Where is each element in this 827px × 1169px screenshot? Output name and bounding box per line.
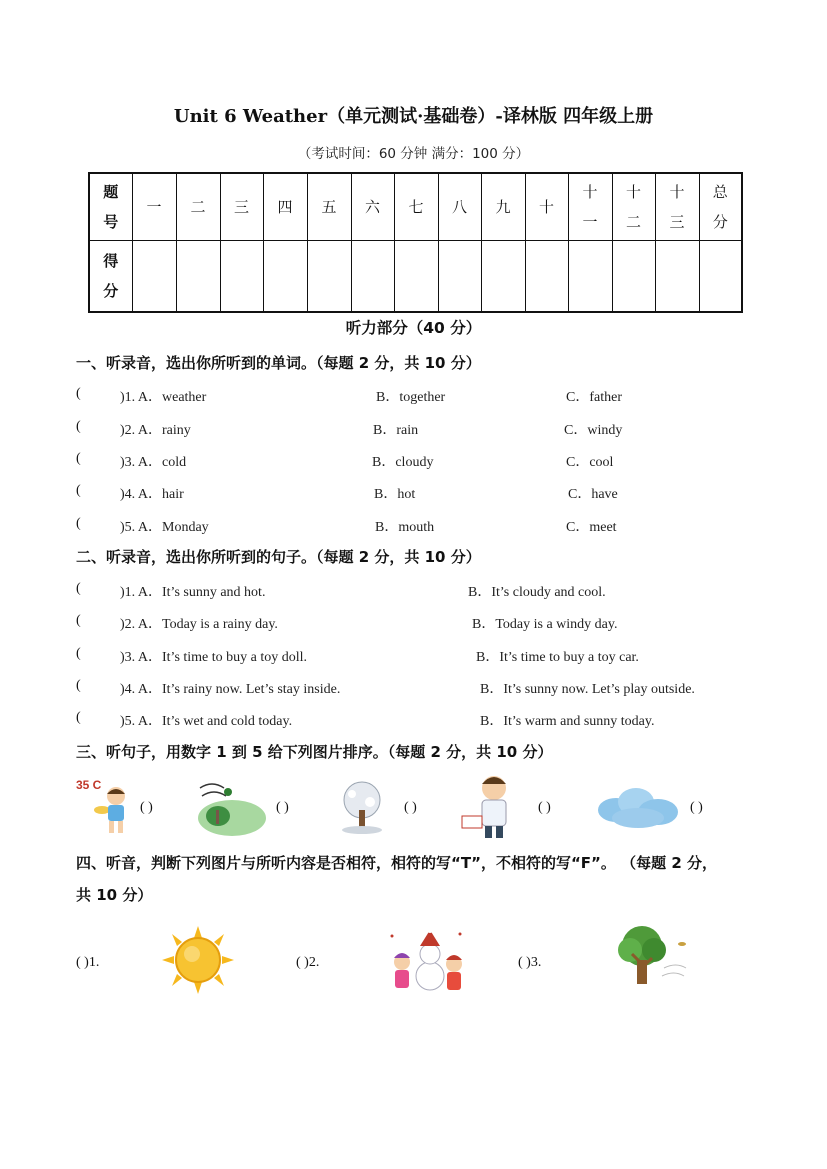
question-option-a: )5. A．It’s wet and cold today. xyxy=(120,714,293,729)
question-option-a: )2. A．rainy xyxy=(120,423,191,438)
answer-blank[interactable]: ( ) xyxy=(140,800,153,815)
answer-blank[interactable]: ( xyxy=(76,710,81,725)
question-option-a: )5. A．Monday xyxy=(120,520,209,535)
snowman-kids-picture xyxy=(386,924,468,998)
answer-blank[interactable]: ( )2. xyxy=(296,955,320,970)
question-option-c: C．father xyxy=(566,390,622,405)
answer-blank[interactable]: ( xyxy=(76,646,81,661)
question-option-a: )1. A．weather xyxy=(120,390,207,405)
column-header: 十 三 xyxy=(655,173,699,240)
question-option-c: C．meet xyxy=(566,520,617,535)
score-cell[interactable] xyxy=(307,240,351,312)
answer-blank[interactable]: ( xyxy=(76,581,81,596)
temperature-label: 35 C xyxy=(76,778,102,792)
question-option-a: )4. A．It’s rainy now. Let’s stay inside. xyxy=(120,682,341,697)
question-option-b: B．Today is a windy day. xyxy=(472,617,618,632)
column-header: 十 xyxy=(525,173,568,240)
column-header: 一 xyxy=(132,173,176,240)
score-cell[interactable] xyxy=(220,240,263,312)
column-header: 四 xyxy=(263,173,307,240)
column-header: 九 xyxy=(481,173,525,240)
column-header: 五 xyxy=(307,173,351,240)
answer-blank[interactable]: ( xyxy=(76,386,81,401)
column-header: 八 xyxy=(438,173,481,240)
listening-part-title: 听力部分（40 分） xyxy=(345,319,482,337)
table-row xyxy=(89,240,742,312)
answer-blank[interactable]: ( )1. xyxy=(76,955,100,970)
question-option-c: C．windy xyxy=(564,423,623,438)
page-title: Unit 6 Weather（单元测试·基础卷）-译林版 四年级上册 xyxy=(173,106,654,127)
row-header-score: 得 分 xyxy=(89,240,132,312)
column-header: 二 xyxy=(176,173,220,240)
table-row xyxy=(89,173,742,240)
question-option-a: )2. A．Today is a rainy day. xyxy=(120,617,278,632)
question-option-b: B．hot xyxy=(374,487,416,502)
question-option-a: )3. A．It’s time to buy a toy doll. xyxy=(120,650,308,665)
tree-picture xyxy=(612,924,690,990)
score-cell[interactable] xyxy=(481,240,525,312)
column-header: 七 xyxy=(394,173,438,240)
question-option-b: B．It’s time to buy a toy car. xyxy=(476,650,639,665)
row-header-number: 题 号 xyxy=(89,173,132,240)
answer-blank[interactable]: ( ) xyxy=(404,800,417,815)
section1-heading: 一、听录音，选出你所听到的单词。（每题 2 分，共 10 分） xyxy=(76,354,481,372)
question-option-b: B．cloudy xyxy=(372,455,434,470)
hot-boy-picture xyxy=(94,784,134,836)
answer-blank[interactable]: ( xyxy=(76,516,81,531)
answer-blank[interactable]: ( ) xyxy=(276,800,289,815)
answer-blank[interactable]: ( xyxy=(76,678,81,693)
score-cell[interactable] xyxy=(525,240,568,312)
column-header: 十 二 xyxy=(612,173,655,240)
question-option-b: B．It’s warm and sunny today. xyxy=(480,714,655,729)
question-option-c: C．have xyxy=(568,487,618,502)
question-option-b: B．rain xyxy=(373,423,419,438)
question-option-c: C．cool xyxy=(566,455,614,470)
question-option-a: )4. A．hair xyxy=(120,487,184,502)
answer-blank[interactable]: ( ) xyxy=(538,800,551,815)
section2-heading: 二、听录音，选出你所听到的句子。（每题 2 分，共 10 分） xyxy=(76,548,481,566)
score-cell[interactable] xyxy=(394,240,438,312)
section4-heading-continued: 共 10 分） xyxy=(76,886,153,904)
column-header: 三 xyxy=(220,173,263,240)
score-cell[interactable] xyxy=(568,240,612,312)
question-option-b: B．It’s sunny now. Let’s play outside. xyxy=(480,682,695,697)
answer-blank[interactable]: ( xyxy=(76,483,81,498)
score-cell[interactable] xyxy=(263,240,307,312)
score-cell[interactable] xyxy=(612,240,655,312)
section3-heading: 三、听句子，用数字 1 到 5 给下列图片排序。（每题 2 分，共 10 分） xyxy=(76,743,553,761)
answer-blank[interactable]: ( xyxy=(76,419,81,434)
cloud-picture xyxy=(596,786,680,830)
answer-blank[interactable]: ( )3. xyxy=(518,955,542,970)
exam-info: （考试时间：60 分钟 满分：100 分） xyxy=(297,146,530,162)
question-option-a: )1. A．It’s sunny and hot. xyxy=(120,585,266,600)
question-option-a: )3. A．cold xyxy=(120,455,187,470)
answer-blank[interactable]: ( ) xyxy=(690,800,703,815)
question-option-b: B．together xyxy=(376,390,446,405)
windy-field-picture xyxy=(198,776,266,838)
column-header: 十 一 xyxy=(568,173,612,240)
score-cell[interactable] xyxy=(655,240,699,312)
answer-blank[interactable]: ( xyxy=(76,451,81,466)
question-option-b: B．It’s cloudy and cool. xyxy=(468,585,606,600)
boy-with-card-picture xyxy=(458,772,522,840)
score-table xyxy=(88,172,743,313)
score-cell[interactable] xyxy=(438,240,481,312)
column-header: 六 xyxy=(351,173,394,240)
score-cell[interactable] xyxy=(176,240,220,312)
question-option-b: B．mouth xyxy=(375,520,435,535)
section4-heading: 四、听音，判断下列图片与所听内容是否相符，相符的写“T”，不相符的写“F”。 （每题 2 分， xyxy=(76,854,718,872)
answer-blank[interactable]: ( xyxy=(76,613,81,628)
score-cell[interactable] xyxy=(132,240,176,312)
snowy-tree-picture xyxy=(334,780,390,836)
score-cell[interactable] xyxy=(699,240,742,312)
sun-picture xyxy=(160,924,236,996)
score-cell[interactable] xyxy=(351,240,394,312)
column-header-total: 总 分 xyxy=(699,173,742,240)
